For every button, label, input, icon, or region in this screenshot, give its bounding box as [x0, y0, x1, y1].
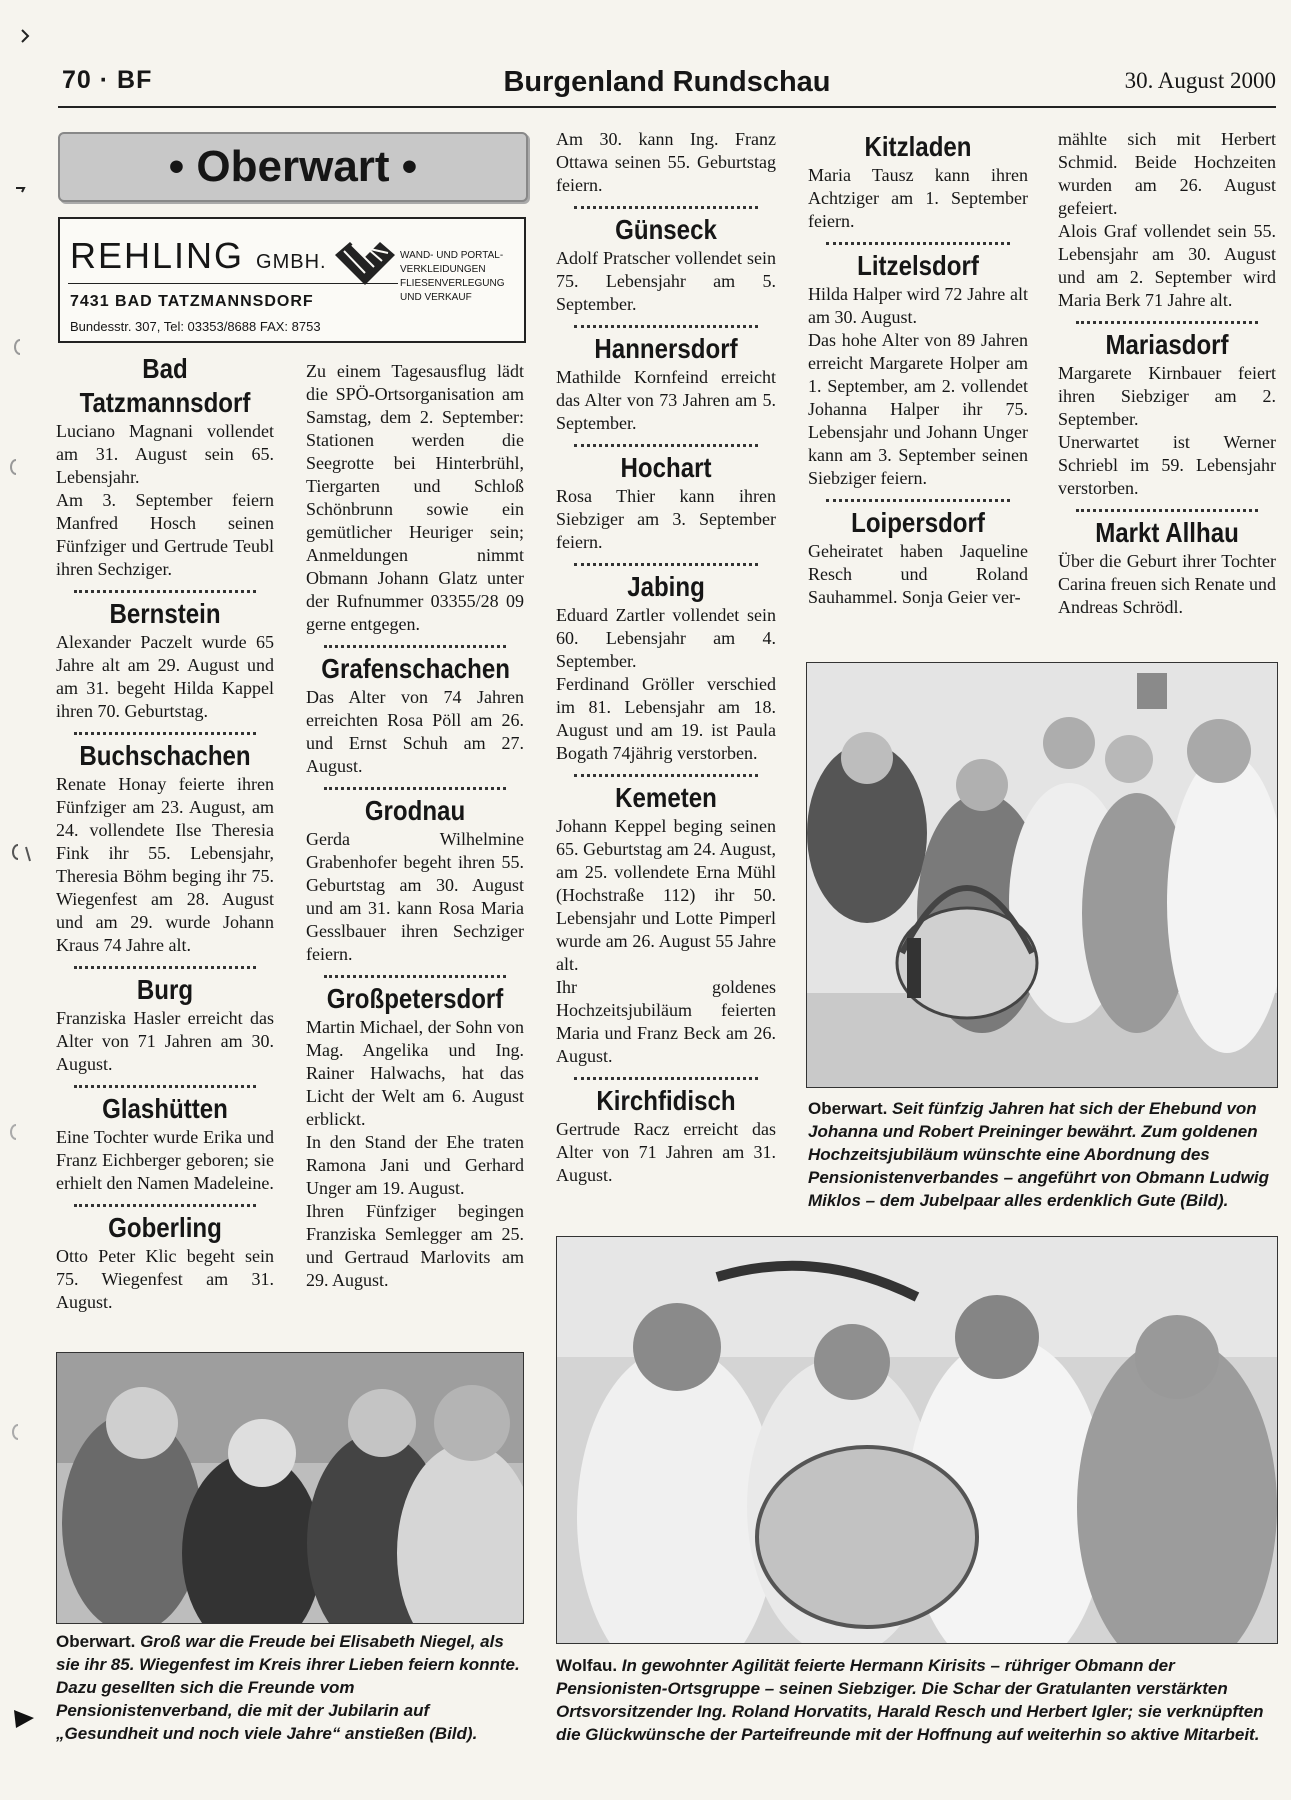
article-column-4: [808, 130, 1028, 609]
caption-kirisits-birthday: [556, 1654, 1278, 1746]
article-paragraph: Ihren Fünfziger begingen Franziska Semlegger am 25. und Gertraud Marlovits am 29. August.: [306, 1201, 524, 1290]
page-number: 70 · BF: [62, 66, 153, 94]
photo-kirisits-birthday-image: [557, 1237, 1277, 1643]
article-paragraph: mählte sich mit Herbert Schmid. Beide Hochzeiten wurden am 26. August gefeiert.: [1058, 129, 1276, 218]
article-paragraph: In den Stand der Ehe traten Ramona Jani und Gerhard Unger am 19. August.: [306, 1132, 524, 1198]
article-column-2: [306, 360, 524, 1292]
article-paragraph: Hilda Halper wird 72 Jahre alt am 30. August.: [808, 284, 1028, 327]
article-paragraph: Alois Graf vollendet sein 55. Lebensjahr am 30. August und am 2. September wird Maria Berk 71 Jahre alt.: [1058, 221, 1276, 310]
photo-niegel-birthday: [56, 1352, 524, 1624]
caption-kirisits-birthday-text: In gewohnter Agilität feierte Hermann Kirisits – rühriger Obmann der Pensionisten-Ortsgruppe – seinen Siebziger. Die Schar der Gratulanten verstärkten Ortsvorsitzender Ing. Roland Horvatits, Harald Resch und Herbert Igler; sie verknüpften die Glückwünsche der Parteifreunde mit der Hoffnung auf weiterhin so aktive Mitarbeit.: [556, 1656, 1264, 1744]
newspaper-title: Burgenland Rundschau: [503, 66, 831, 98]
caption-niegel-birthday-lead: Oberwart.: [56, 1632, 136, 1651]
town-heading: Bernstein: [109, 598, 221, 629]
article-paragraph: Über die Geburt ihrer Tochter Carina freuen sich Renate und Andreas Schrödl.: [1058, 551, 1276, 617]
photo-kirisits-birthday: [556, 1236, 1278, 1644]
dotted-separator: [574, 206, 758, 209]
punch-mark: [22, 30, 28, 42]
town-heading: Großpetersdorf: [326, 983, 504, 1014]
dotted-separator: [574, 444, 758, 447]
article-paragraph: Unerwartet ist Werner Schriebl im 59. Lebensjahr verstorben.: [1058, 432, 1276, 498]
ad-company-name: [70, 235, 327, 277]
dotted-separator: [74, 966, 256, 969]
article-paragraph: Gerda Wilhelmine Grabenhofer begeht ihren 55. Geburtstag am 30. August und am 31. kann Rosa Maria Gesslbauer ihren Sechziger feiern.: [306, 829, 524, 964]
town-heading: Litzelsdorf: [857, 250, 979, 281]
dotted-separator: [574, 563, 758, 566]
punch-mark: [11, 460, 16, 474]
article-paragraph: Ihr goldenes Hochzeitsjubiläum feierten Maria und Franz Beck am 26. August.: [556, 977, 776, 1066]
caption-golden-wedding-lead: Oberwart.: [808, 1099, 888, 1118]
ad-company-suffix: GMBH.: [256, 251, 327, 273]
article-paragraph: Gertrude Racz erreicht das Alter von 71 Jahren am 31. August.: [556, 1119, 776, 1185]
article-paragraph: Johann Keppel beging seinen 65. Geburtstag am 24. August, am 25. vollendete Erna Mühl (Hochstraße 112) ihr 50. Lebensjahr und Lotte Pimperl wurde am 26. August 55 Jahre alt.: [556, 816, 776, 974]
article-paragraph: Rosa Thier kann ihren Siebziger am 3. September feiern.: [556, 486, 776, 552]
town-heading: Hochart: [620, 452, 712, 483]
town-heading: Mariasdorf: [1105, 329, 1229, 360]
caption-niegel-birthday: [56, 1630, 526, 1745]
advertisement-box: [58, 217, 526, 343]
town-heading: Goberling: [108, 1212, 222, 1243]
dotted-separator: [1076, 321, 1258, 324]
issue-date: 30. August 2000: [1124, 68, 1276, 93]
dotted-separator: [574, 1077, 758, 1080]
photo-niegel-birthday-image: [57, 1353, 523, 1623]
punch-mark: [15, 340, 20, 354]
ad-company-word: REHLING: [70, 235, 245, 276]
article-column-1: [56, 352, 274, 1314]
ad-services: WAND- UND PORTAL-VERKLEIDUNGEN FLIESENVERLEGUNG UND VERKAUF: [400, 250, 505, 303]
article-paragraph: Adolf Pratscher vollendet sein 75. Lebensjahr am 5. September.: [556, 248, 776, 314]
ad-address: Bundesstr. 307, Tel: 03353/8688 FAX: 8753: [70, 319, 321, 334]
article-paragraph: Alexander Paczelt wurde 65 Jahre alt am 29. August und am 31. begeht Hilda Kappel ihren 70. Geburtstag.: [56, 632, 274, 721]
article-paragraph: Renate Honay feierte ihren Fünfziger am 23. August, am 24. vollendete Ilse Theresia Fink ihr 55. Lebensjahr, Theresia Böhm beging ihr 75. Wiegenfest am 28. August und am 29. wurde Johann Kraus 74 Jahre alt.: [56, 774, 274, 955]
article-paragraph: Luciano Magnani vollendet am 31. August sein 65. Lebensjahr.: [56, 421, 274, 487]
dotted-separator: [74, 590, 256, 593]
ad-diamond-logo: [330, 237, 400, 287]
dotted-separator: [574, 325, 758, 328]
town-heading: Glashütten: [102, 1093, 228, 1124]
ad-town: 7431 BAD TATZMANNSDORF: [70, 293, 314, 310]
article-paragraph: Am 3. September feiern Manfred Hosch seinen Fünfziger und Gertrude Teubl ihren Sechziger.: [56, 490, 274, 579]
article-paragraph: Mathilde Kornfeind erreicht das Alter von 73 Jahren am 5. September.: [556, 367, 776, 433]
scan-margin-marks: [0, 0, 40, 1800]
page-header: [58, 64, 1276, 108]
article-paragraph: Ferdinand Gröller verschied im 81. Lebensjahr am 18. August und am 19. ist Paula Bogath 74jährig verstorben.: [556, 674, 776, 763]
article-column-5: [1058, 128, 1276, 619]
photo-golden-wedding-image: [807, 663, 1277, 1087]
punch-mark: [14, 1710, 34, 1728]
town-heading: Buchschachen: [79, 740, 251, 771]
town-heading: Kirchfidisch: [596, 1085, 736, 1116]
dotted-separator: [574, 774, 758, 777]
article-paragraph: Eine Tochter wurde Erika und Franz Eichberger geboren; sie erhielt den Namen Madeleine.: [56, 1127, 274, 1193]
article-paragraph: Franziska Hasler erreicht das Alter von 71 Jahren am 30. August.: [56, 1008, 274, 1074]
article-paragraph: Geheiratet haben Jaqueline Resch und Roland Sauhammel. Sonja Geier ver-: [808, 541, 1028, 607]
section-banner: • Oberwart •: [58, 132, 528, 202]
article-paragraph: Maria Tausz kann ihren Achtziger am 1. September feiern.: [808, 165, 1028, 231]
dotted-separator: [826, 242, 1010, 245]
dotted-separator: [74, 1204, 256, 1207]
article-paragraph: Am 30. kann Ing. Franz Ottawa seinen 55. Geburtstag feiern.: [556, 129, 776, 195]
caption-kirisits-birthday-lead: Wolfau.: [556, 1656, 618, 1675]
punch-mark: [11, 1125, 16, 1139]
article-paragraph: Otto Peter Klic begeht sein 75. Wiegenfest am 31. August.: [56, 1246, 274, 1312]
article-paragraph: Eduard Zartler vollendet sein 60. Lebensjahr am 4. September.: [556, 605, 776, 671]
caption-golden-wedding: [808, 1097, 1278, 1212]
town-heading: Hannersdorf: [594, 333, 738, 364]
article-paragraph: Zu einem Tagesausflug lädt die SPÖ-Ortsorganisation am Samstag, dem 2. September: Stationen werden die Seegrotte bei Hinterbrühl, Tiergarten und Schloß Schönbrunn sowie ein gemütlicher Heuriger sein; Anmeldungen nimmt Obmann Johann Glatz unter der Rufnummer 03355/28 09 gerne entgegen.: [306, 361, 524, 634]
town-heading: Loipersdorf: [851, 507, 985, 538]
article-paragraph: Das hohe Alter von 89 Jahren erreicht Margarete Holper am 1. September, am 2. vollendet Johanna Halper ihr 75. Lebensjahr und Johann Unger kann am 3. September seinen Siebziger feiern.: [808, 330, 1028, 488]
town-heading: Kitzladen: [864, 131, 972, 162]
town-heading: Bad Tatzmannsdorf: [79, 353, 251, 418]
dotted-separator: [324, 645, 506, 648]
town-heading: Günseck: [615, 214, 717, 245]
caption-niegel-birthday-text: Groß war die Freude bei Elisabeth Niegel, als sie ihr 85. Wiegenfest im Kreis ihrer Lieben feiern konnte. Dazu gesellten sich die Freunde vom Pensionistenverband, die mit der Jubilarin auf „Gesundheit und noch viele Jahre“ anstießen (Bild).: [56, 1632, 520, 1743]
dotted-separator: [324, 787, 506, 790]
town-heading: Burg: [136, 974, 194, 1005]
dotted-separator: [74, 732, 256, 735]
dotted-separator: [74, 1085, 256, 1088]
town-heading: Grodnau: [364, 795, 466, 826]
ad-divider: [68, 283, 398, 284]
dotted-separator: [826, 499, 1010, 502]
article-paragraph: Margarete Kirnbauer feiert ihren Siebziger am 2. September.: [1058, 363, 1276, 429]
punch-mark: [16, 188, 24, 192]
article-column-3: [556, 128, 776, 1187]
article-paragraph: Martin Michael, der Sohn von Mag. Angelika und Ing. Rainer Halwachs, hat das Licht der Welt am 6. August erblickt.: [306, 1017, 524, 1129]
town-heading: Jabing: [627, 571, 705, 602]
punch-mark: [13, 845, 30, 861]
town-heading: Markt Allhau: [1095, 517, 1239, 548]
dotted-separator: [1076, 509, 1258, 512]
dotted-separator: [324, 975, 506, 978]
article-paragraph: Das Alter von 74 Jahren erreichten Rosa Pöll am 26. und Ernst Schuh am 27. August.: [306, 687, 524, 776]
punch-mark: [13, 1425, 18, 1439]
town-heading: Grafenschachen: [321, 653, 510, 684]
town-heading: Kemeten: [615, 782, 717, 813]
caption-golden-wedding-text: Seit fünfzig Jahren hat sich der Ehebund von Johanna und Robert Preininger bewährt. Zum goldenen Hochzeitsjubiläum wünschte eine Abordnung des Pensionistenverbandes – angeführt von Obmann Ludwig Miklos – dem Jubelpaar alles erdenklich Gute (Bild).: [808, 1099, 1269, 1210]
photo-golden-wedding: [806, 662, 1278, 1088]
